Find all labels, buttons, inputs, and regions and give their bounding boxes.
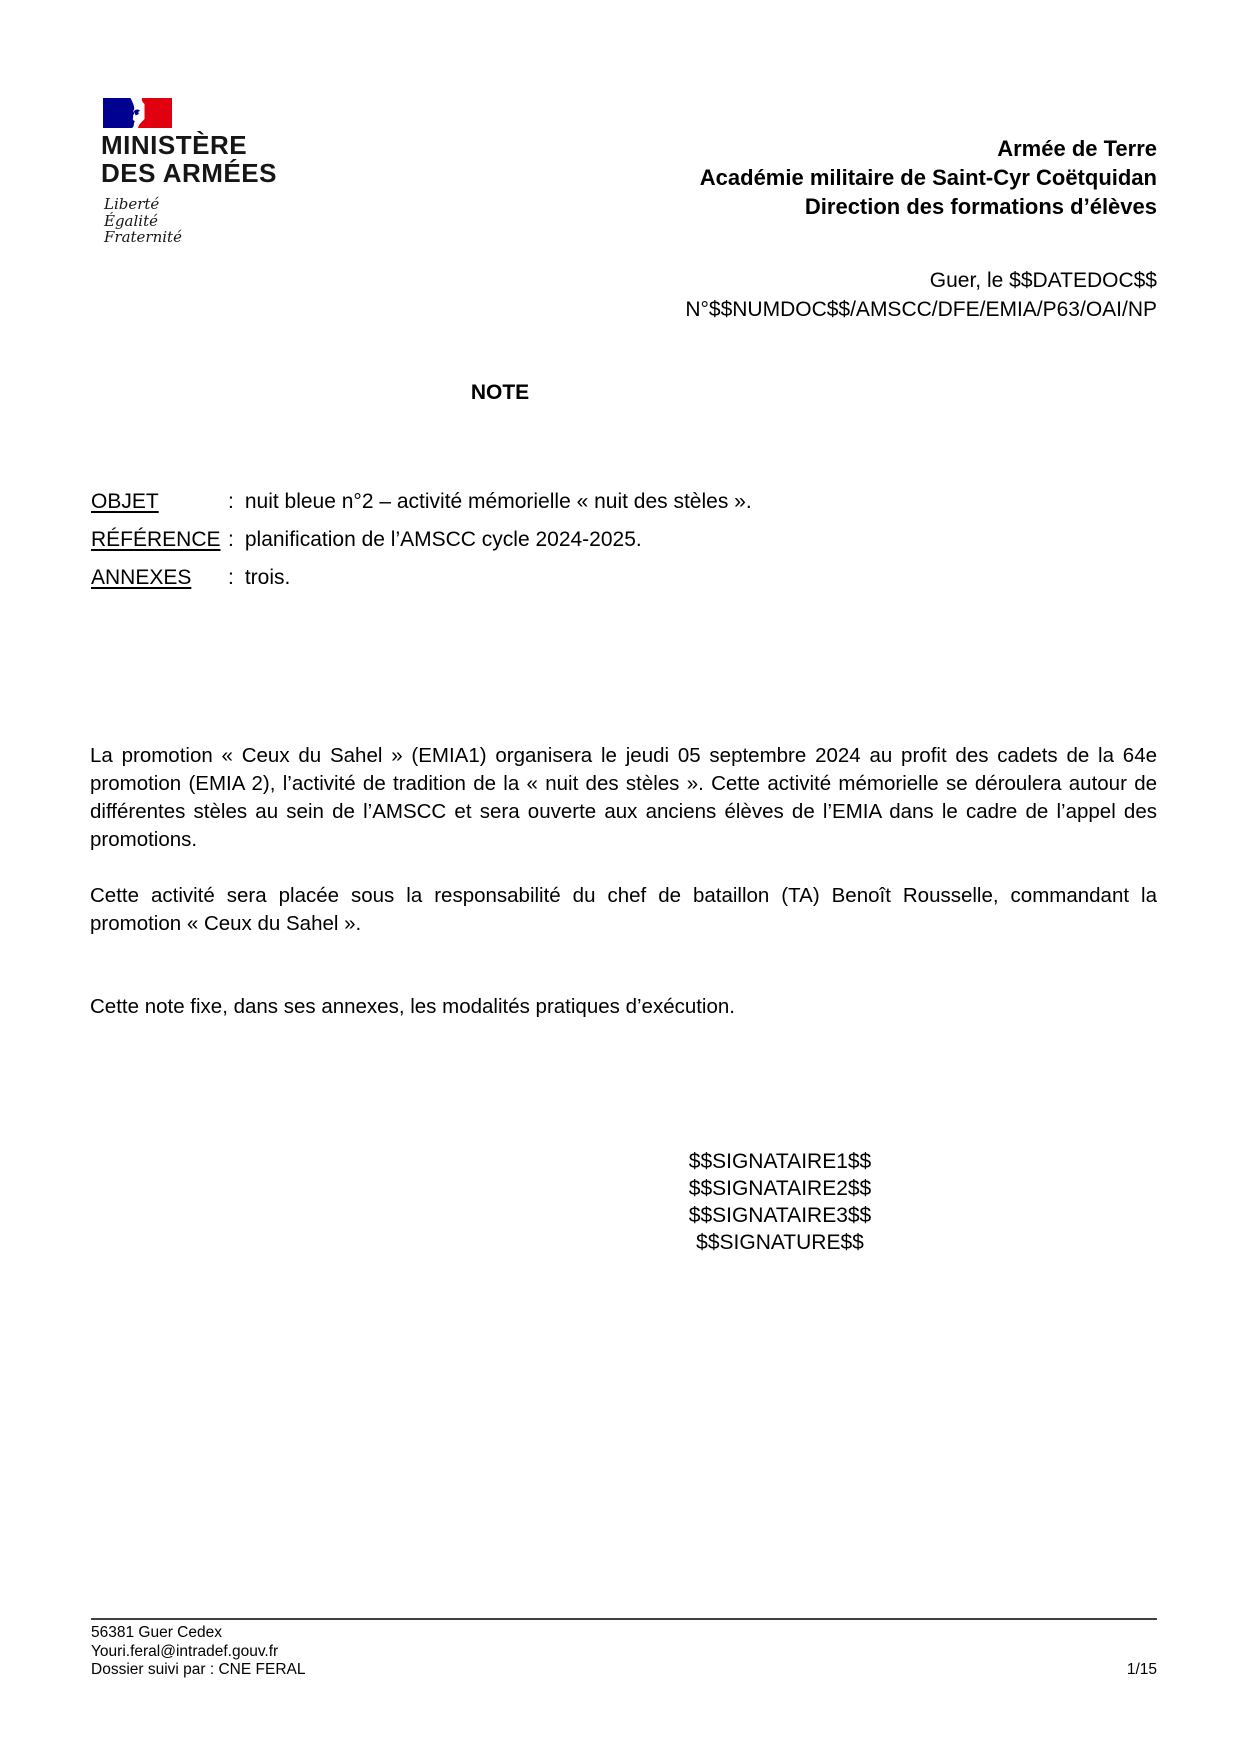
document-number-line: N°$$NUMDOC$$/AMSCC/DFE/EMIA/P63/OAI/NP bbox=[685, 298, 1157, 321]
motto-liberte: Liberté bbox=[104, 195, 160, 213]
signataire-1: $$SIGNATAIRE1$$ bbox=[688, 1150, 872, 1173]
date-number-block bbox=[685, 266, 1157, 324]
meta-rows bbox=[91, 490, 1157, 604]
signataire-2: $$SIGNATAIRE2$$ bbox=[688, 1177, 872, 1200]
meta-value-objet: nuit bleue n°2 – activité mémorielle « nuit des stèles ». bbox=[244, 490, 752, 513]
meta-row-objet bbox=[91, 490, 1157, 528]
signature-placeholder: $$SIGNATURE$$ bbox=[696, 1231, 864, 1254]
france-flag-marianne-icon bbox=[103, 98, 172, 128]
meta-value-reference: planification de l’AMSCC cycle 2024-2025. bbox=[244, 528, 642, 551]
footer-email: Youri.feral@intradef.gouv.fr bbox=[91, 1642, 279, 1660]
motto-fraternite: Fraternité bbox=[104, 228, 182, 246]
ministry-name-line2: DES ARMÉES bbox=[101, 158, 277, 188]
authority-army: Armée de Terre bbox=[997, 136, 1157, 161]
ministry-name bbox=[101, 131, 277, 187]
footer-followup: Dossier suivi par : CNE FERAL bbox=[91, 1661, 306, 1678]
signature-block bbox=[590, 1148, 970, 1256]
meta-label-annexes: ANNEXES bbox=[91, 566, 192, 589]
ministry-name-line1: MINISTÈRE bbox=[101, 130, 248, 160]
issuing-authority bbox=[700, 134, 1157, 221]
meta-row-annexes bbox=[91, 566, 1157, 604]
meta-separator: : bbox=[228, 490, 234, 513]
meta-row-reference bbox=[91, 528, 1157, 566]
page-number: 1/15 bbox=[1126, 1661, 1157, 1678]
document-title: NOTE bbox=[470, 381, 530, 404]
authority-direction: Direction des formations d’élèves bbox=[804, 194, 1157, 219]
meta-value-annexes: trois. bbox=[244, 566, 291, 589]
footer-contact-block bbox=[91, 1624, 305, 1680]
body-paragraph-3: Cette note fixe, dans ses annexes, les modalités pratiques d’exécution. bbox=[90, 995, 735, 1018]
meta-label-reference: RÉFÉRENCE bbox=[91, 528, 221, 551]
meta-separator: : bbox=[228, 566, 234, 589]
body-paragraph-1: La promotion « Ceux du Sahel » (EMIA1) organisera le jeudi 05 septembre 2024 au profit des cadets de la 64e promotion (EMIA 2), l’activité de tradition de la « nuit des stèles ». Cette activité mémorielle se déroulera autour de différentes stèles au sein de l’AMSCC et sera ouverte aux anciens élèves de l’EMIA dans le cadre de l’appel des promotions. bbox=[90, 744, 1157, 851]
body-paragraph-2: Cette activité sera placée sous la responsabilité du chef de bataillon (TA) Benoît Rousselle, commandant la promotion « Ceux du Sahel ». bbox=[90, 884, 1157, 935]
meta-separator: : bbox=[228, 528, 234, 551]
motto-egalite: Égalité bbox=[104, 211, 158, 230]
signataire-3: $$SIGNATAIRE3$$ bbox=[688, 1204, 872, 1227]
footer-divider bbox=[91, 1618, 1157, 1620]
meta-label-objet: OBJET bbox=[91, 490, 159, 513]
authority-academy: Académie militaire de Saint-Cyr Coëtquidan bbox=[699, 165, 1157, 190]
footer-address: 56381 Guer Cedex bbox=[91, 1624, 222, 1641]
republic-motto bbox=[104, 196, 182, 246]
date-line: Guer, le $$DATEDOC$$ bbox=[929, 269, 1157, 292]
